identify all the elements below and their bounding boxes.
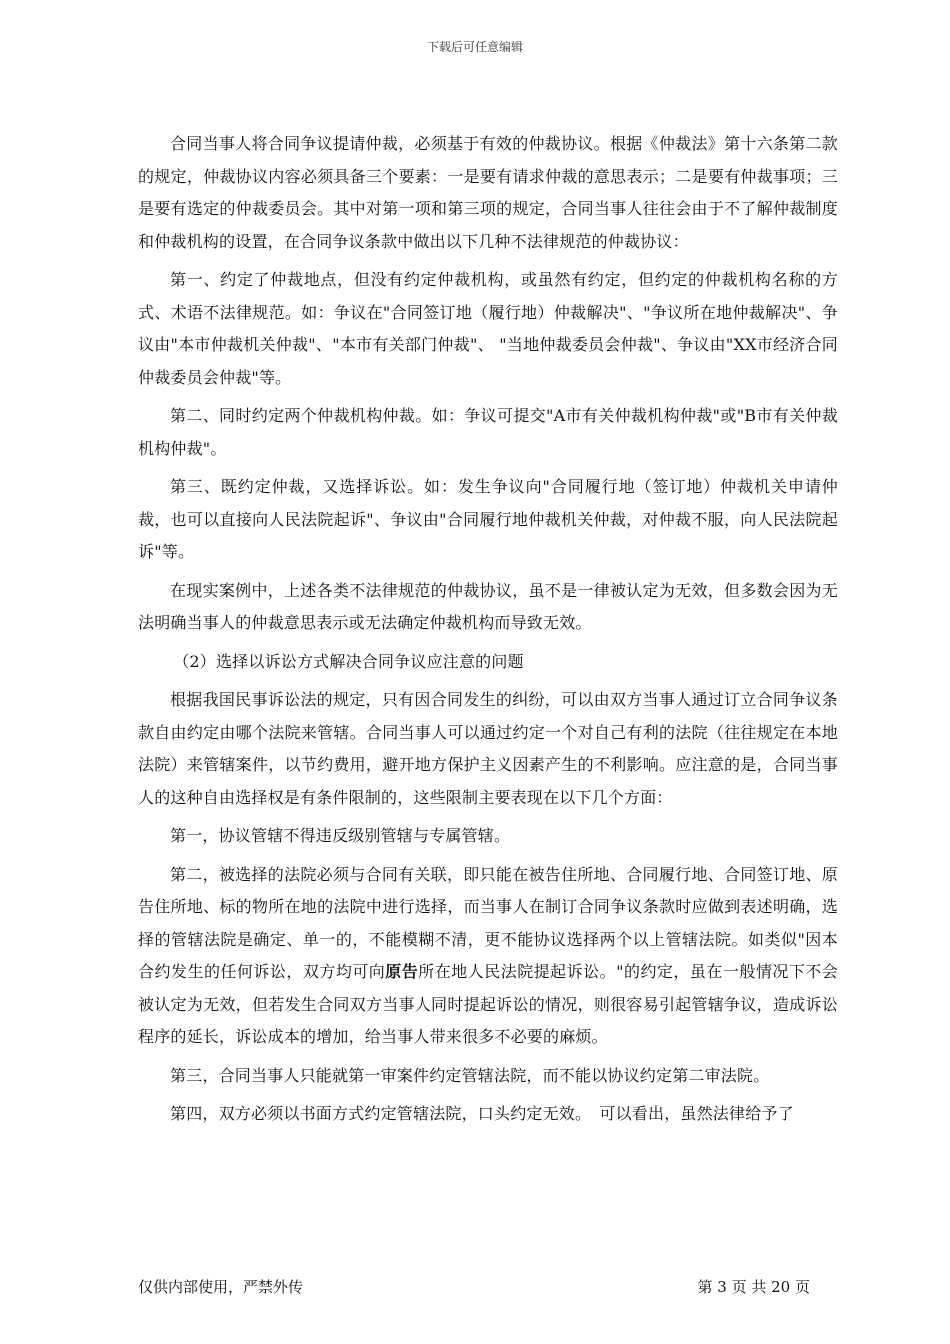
paragraph — [138, 859, 838, 1054]
paragraph: 第三，合同当事人只能就第一审案件约定管辖法院，而不能以协议约定第二审法院。 — [170, 1065, 770, 1085]
page-number: 第 3 页 共 20 页 — [697, 1278, 810, 1296]
document-body — [138, 128, 838, 1137]
paragraph: 第一、约定了仲裁地点，但没有约定仲裁机构，或虽然有约定，但约定的仲裁机构名称的方式、术语不法律规范。如：争议在"合同签订地（履行地）仲裁解决"、"争议所在地仲裁解决"、争议由"本市仲裁机关仲裁"、"本市有关部门仲裁"、 "当地仲裁委员会仲裁"、争议由"XX市经济合同仲裁委员会仲裁"等。 — [138, 270, 838, 387]
paragraph: 合同当事人将合同争议提请仲裁，必须基于有效的仲裁协议。根据《仲裁法》第十六条第二款的规定，仲裁协议内容必须具备三个要素：一是要有请求仲裁的意思表示；二是要有仲裁事项；三是要有选定的仲裁委员会。其中对第一项和第三项的规定，合同当事人往往会由于不了解仲裁制度和仲裁机构的设置，在合同争议条款中做出以下几种不法律规范的仲裁协议： — [138, 134, 838, 251]
paragraph: 第三、既约定仲裁，又选择诉讼。如：发生争议向"合同履行地（签订地）仲裁机关申请仲裁，也可以直接向人民法院起诉"、争议由"合同履行地仲裁机关仲裁，对仲裁不服，向人民法院起诉"等。 — [138, 477, 838, 561]
paragraph: 第一，协议管辖不得违反级别管辖与专属管辖。 — [170, 826, 511, 845]
paragraph-text: 所在地人民法院提起诉讼。"的约定，虽在一般情况下不会被认定为无效，但若发生合同双方当事人同时提起诉讼的情况，则很容易引起管辖争议，造成诉讼程序的延长，诉讼成本的增加，给当事人带来很多不必要的麻烦。 — [138, 962, 838, 1046]
paragraph: 根据我国民事诉讼法的规定，只有因合同发生的纠纷，可以由双方当事人通过订立合同争议条款自由约定由哪个法院来管辖。合同当事人可以通过约定一个对自己有利的法院（往往规定在本地法院）来管辖案件，以节约费用，避开地方保护主义因素产生的不利影响。应注意的是，合同当事人的这种自由选择权是有条件限制的，这些限制主要表现在以下几个方面： — [138, 690, 838, 807]
section-heading: （2）选择以诉讼方式解决合同争议应注意的问题 — [173, 651, 524, 671]
footer-notice: 仅供内部使用，严禁外传 — [138, 1278, 304, 1296]
paragraph: 第二、同时约定两个仲裁机构仲裁。如：争议可提交"A市有关仲裁机构仲裁"或"B市有关仲裁机构仲裁"。 — [138, 406, 838, 458]
header-note: 下载后可任意编辑 — [426, 40, 523, 54]
paragraph: 在现实案例中，上述各类不法律规范的仲裁协议，虽不是一律被认定为无效，但多数会因为无法明确当事人的仲裁意思表示或无法确定仲裁机构而导致无效。 — [138, 580, 838, 632]
bold-text: 原告 — [385, 962, 419, 981]
paragraph: 第四，双方必须以书面方式约定管辖法院，口头约定无效。 可以看出，虽然法律给予了 — [170, 1104, 794, 1123]
paragraph-text: 第二，被选择的法院必须与合同有关联，即只能在被告住所地、合同履行地、合同签订地、原告住所地、标的物所在地的法院中进行选择，而当事人在制订合同争议条款时应做到表述明确，选择的管辖法院是确定、单一的，不能模糊不清，更不能协议选择两个以上管辖法院。如类似"因本合约发生的任何诉讼，双方均可向 — [138, 864, 838, 981]
